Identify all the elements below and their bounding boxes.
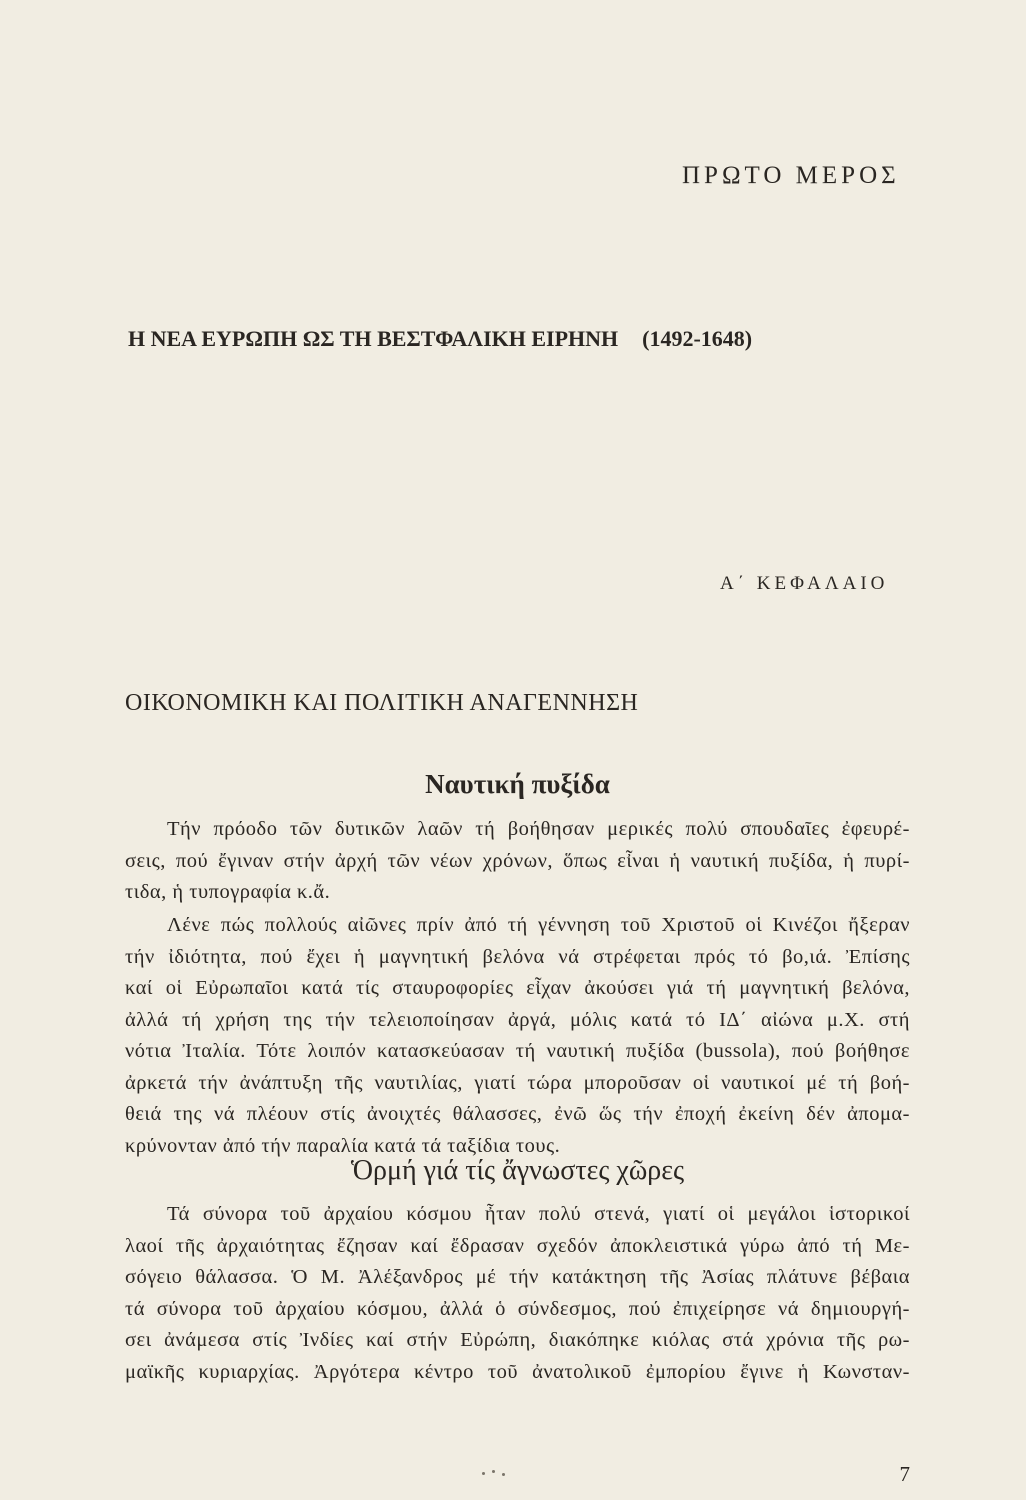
text-line: σόγειο θάλασσα. Ὁ Μ. Ἀλέξανδρος μέ τήν κατάκτηση τῆς Ἀσίας πλάτυνε βέβαια xyxy=(125,1266,910,1288)
text-line: ἀρκετά τήν ἀνάπτυξη τῆς ναυτιλίας, γιατί τώρα μποροῦσαν οἱ ναυτικοί μέ τή βοή- xyxy=(125,1071,910,1094)
paragraph xyxy=(125,1199,910,1388)
text-line: τά σύνορα τοῦ ἀρχαίου κόσμου, ἀλλά ὁ σύνδεσμος, πού ἐπιχείρησε νά δημιουργή- xyxy=(125,1297,910,1320)
text-line: τιδα, ἡ τυπογραφία κ.ἄ. xyxy=(125,881,331,903)
print-specks xyxy=(480,1468,510,1478)
chapter-label: Α΄ ΚΕΦΑΛΑΙΟ xyxy=(720,573,889,594)
text-line: Τήν πρόοδο τῶν δυτικῶν λαῶν τή βοήθησαν μερικές πολύ σπουδαῖες ἐφευρέ- xyxy=(167,818,910,840)
text-line: καί οἱ Εὐρωπαῖοι κατά τίς σταυροφορίες εἶχαν ἀκούσει γιά τή μαγνητική βελόνα, xyxy=(125,977,910,999)
page-number: 7 xyxy=(899,1462,910,1486)
paragraph xyxy=(125,910,910,1162)
text-line: ἀλλά τή χρήση της τήν τελειοποίησαν ἀργά, μόλις κατά τό ΙΔ΄ αἰώνα μ.Χ. στή xyxy=(125,1008,910,1031)
text-line: μαϊκῆς κυριαρχίας. Ἀργότερα κέντρο τοῦ ἀνατολικοῦ ἐμπορίου ἔγινε ἡ Κωνσταν- xyxy=(125,1360,910,1383)
text-line: σει ἀνάμεσα στίς Ἰνδίες καί στήν Εὐρώπη, διακόπηκε κιόλας στά χρόνια τῆς ρω- xyxy=(125,1329,910,1351)
part-title: ΠΡΩΤΟ ΜΕΡΟΣ xyxy=(682,162,900,189)
period-title-text: Η ΝΕΑ ΕΥΡΩΠΗ ΩΣ ΤΗ ΒΕΣΤΦΑΛΙΚΗ ΕΙΡΗΝΗ xyxy=(128,326,619,351)
text-line: Λένε πώς πολλούς αἰῶνες πρίν ἀπό τή γέννηση τοῦ Χριστοῦ οἱ Κινέζοι ἤξεραν xyxy=(167,914,910,936)
subsection-heading: Ὁρμή γιά τίς ἄγνωστες χῶρες xyxy=(350,1155,685,1186)
text-line: κρύνονταν ἀπό τήν παραλία κατά τά ταξίδια τους. xyxy=(125,1134,561,1157)
text-line: Τά σύνορα τοῦ ἀρχαίου κόσμου ἦταν πολύ στενά, γιατί οἱ μεγάλοι ἱστορικοί xyxy=(167,1203,910,1225)
text-line: λαοί τῆς ἀρχαιότητας ἔζησαν καί ἔδρασαν σχεδόν ἀποκλειστικά γύρω ἀπό τή Με- xyxy=(125,1234,910,1257)
text-line: θειά της νά πλέουν στίς ἀνοιχτές θάλασσες, ἐνῶ ὥς τήν ἐποχή ἐκείνη δέν ἀπομα- xyxy=(125,1103,910,1125)
period-title xyxy=(128,326,828,352)
section-title: ΟΙΚΟΝΟΜΙΚΗ ΚΑΙ ΠΟΛΙΤΙΚΗ ΑΝΑΓΕΝΝΗΣΗ xyxy=(125,690,639,716)
subsection-heading: Ναυτική πυξίδα xyxy=(425,769,610,799)
period-years: (1492-1648) xyxy=(642,326,753,351)
paragraph xyxy=(125,814,910,909)
text-line: τήν ἰδιότητα, πού ἔχει ἡ μαγνητική βελόνα νά στρέφεται πρός τό βο,ιά. Ἐπίσης xyxy=(125,945,910,968)
text-line: σεις, πού ἔγιναν στήν ἀρχή τῶν νέων χρόνων, ὅπως εἶναι ἡ ναυτική πυξίδα, ἡ πυρί- xyxy=(125,849,910,872)
text-line: νότια Ἰταλία. Τότε λοιπόν κατασκεύασαν τή ναυτική πυξίδα (bussola), πού βοήθησε xyxy=(125,1040,910,1062)
